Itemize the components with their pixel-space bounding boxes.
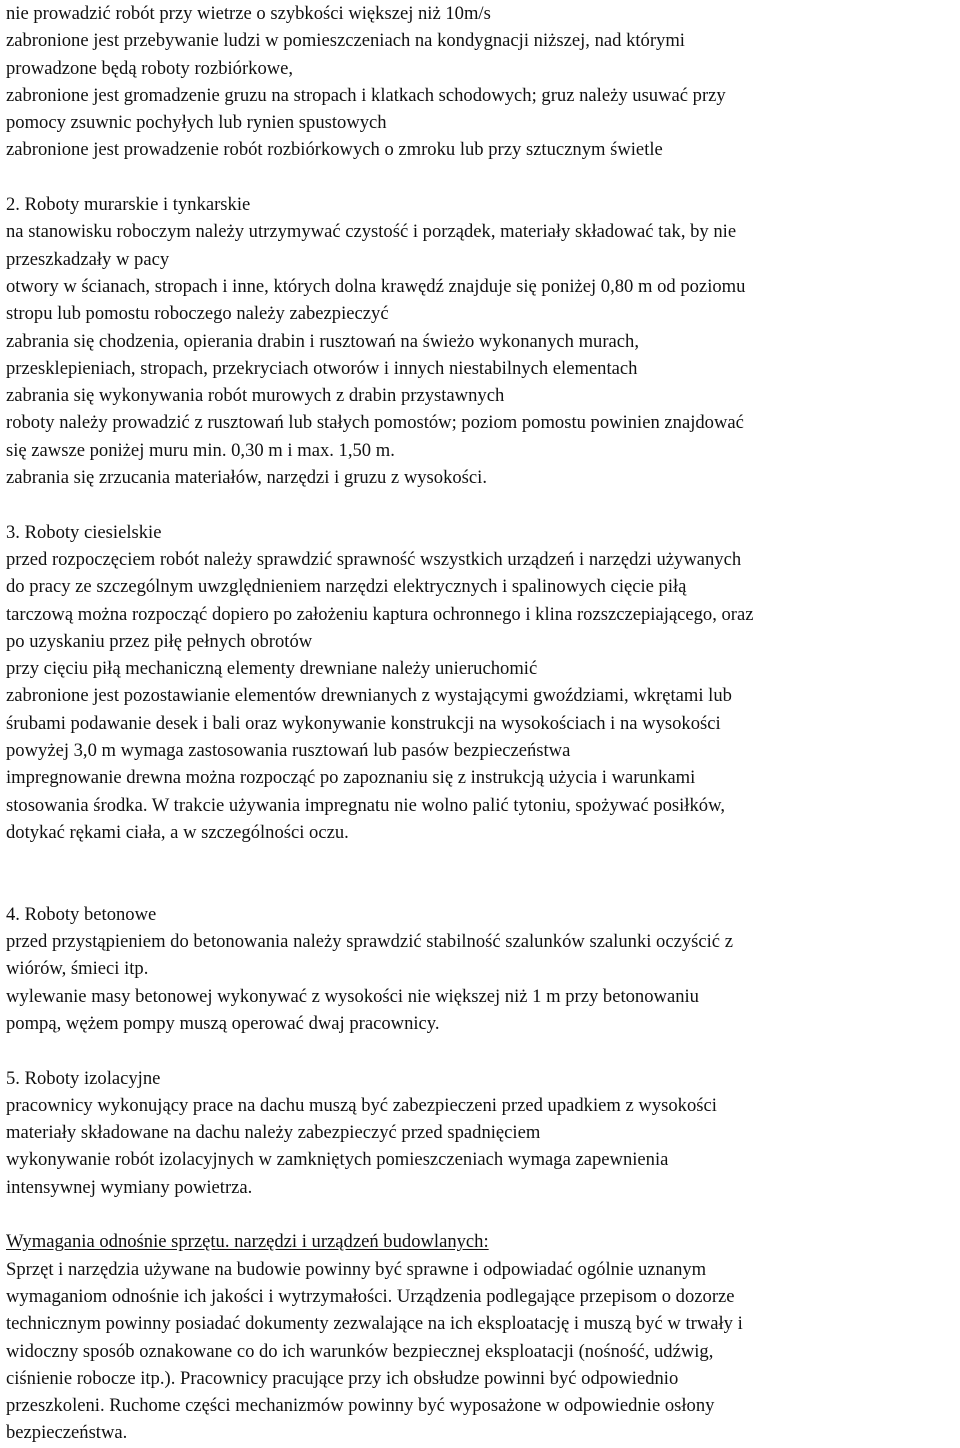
text-line: przed rozpoczęciem robót należy sprawdzić sprawność wszystkich urządzeń i narzędzi używanych: [6, 548, 742, 570]
paragraph-spacer: [6, 874, 958, 901]
section-ciesielskie: [6, 519, 958, 901]
text-line: przed przystąpieniem do betonowania należy sprawdzić stabilność szalunków szalunki oczyścić z: [6, 931, 733, 953]
section-betonowe: [6, 901, 958, 1065]
text-line: przy cięciu piłą mechaniczną elementy drewniane należy unieruchomić: [6, 658, 538, 680]
text-line: stropu lub pomostu roboczego należy zabezpieczyć: [6, 303, 389, 325]
text-line: śrubami podawanie desek i bali oraz wykonywanie konstrukcji na wysokościach i na wysokości: [6, 712, 721, 734]
text-line: zabronione jest pozostawianie elementów drewnianych z wystającymi gwoździami, wkrętami lub: [6, 685, 732, 707]
section-title: 3. Roboty ciesielskie: [6, 521, 162, 543]
text-line: dotykać rękami ciała, a w szczególności oczu.: [6, 821, 349, 843]
text-line: przeszkoleni. Ruchome części mechanizmów powinny być wyposażone w odpowiednie osłony: [6, 1395, 715, 1417]
text-line: bezpieczeństwa.: [6, 1422, 128, 1444]
paragraph-spacer: [6, 1201, 958, 1228]
paragraph-spacer: [6, 164, 958, 191]
text-line: stosowania środka. W trakcie używania impregnatu nie wolno palić tytoniu, spożywać posiłków,: [6, 794, 725, 816]
text-line: widoczny sposób oznakowane co do ich warunków bezpiecznej eksploatacji (nośność, udźwig,: [6, 1340, 714, 1362]
text-line: przeszkadzały w pacy: [6, 248, 170, 270]
section-intro: [6, 0, 958, 191]
document-page: [6, 0, 958, 1447]
text-line: zabronione jest przebywanie ludzi w pomieszczeniach na kondygnacji niższej, nad którymi: [6, 30, 685, 52]
text-line: wylewanie masy betonowej wykonywać z wysokości nie większej niż 1 m przy betonowaniu: [6, 985, 699, 1007]
text-line: technicznym powinny posiadać dokumenty zezwalające na ich eksploatację i muszą być w trwały i: [6, 1313, 743, 1335]
section-wymagania: [6, 1228, 958, 1446]
paragraph-spacer: [6, 1037, 958, 1064]
text-line: intensywnej wymiany powietrza.: [6, 1176, 253, 1198]
text-line: prowadzone będą roboty rozbiórkowe,: [6, 57, 294, 79]
text-line: roboty należy prowadzić z rusztowań lub stałych pomostów; poziom pomostu powinien znajdować: [6, 412, 744, 434]
text-line: materiały składowane na dachu należy zabezpieczyć przed spadnięciem: [6, 1122, 541, 1144]
text-line: wymaganiom odnośnie ich jakości i wytrzymałości. Urządzenia podlegające przepisom o dozorze: [6, 1285, 735, 1307]
text-line: zabrania się chodzenia, opierania drabin i rusztowań na świeżo wykonanych murach,: [6, 330, 639, 352]
text-line: pomocy zsuwnic pochyłych lub rynien spustowych: [6, 112, 387, 134]
text-line: zabronione jest gromadzenie gruzu na stropach i klatkach schodowych; gruz należy usuwać przy: [6, 84, 726, 106]
text-line: zabrania się zrzucania materiałów, narzędzi i gruzu z wysokości.: [6, 467, 487, 489]
text-line: nie prowadzić robót przy wietrze o szybkości większej niż 10m/s: [6, 3, 491, 24]
text-line: się zawsze poniżej muru min. 0,30 m i max. 1,50 m.: [6, 439, 395, 461]
section-heading: Wymagania odnośnie sprzętu. narzędzi i urządzeń budowlanych:: [6, 1231, 489, 1253]
paragraph-spacer: [6, 846, 958, 873]
text-line: pompą, wężem pompy muszą operować dwaj pracownicy.: [6, 1012, 440, 1034]
text-line: wykonywanie robót izolacyjnych w zamkniętych pomieszczeniach wymaga zapewnienia: [6, 1149, 669, 1171]
section-title: 5. Roboty izolacyjne: [6, 1067, 161, 1089]
text-line: Sprzęt i narzędzia używane na budowie powinny być sprawne i odpowiadać ogólnie uznanym: [6, 1258, 707, 1280]
section-title: 4. Roboty betonowe: [6, 903, 157, 925]
text-line: otwory w ścianach, stropach i inne, których dolna krawędź znajduje się poniżej 0,80 m od poziomu: [6, 275, 746, 297]
section-title: 2. Roboty murarskie i tynkarskie: [6, 194, 251, 216]
text-line: zabrania się wykonywania robót murowych z drabin przystawnych: [6, 385, 505, 407]
section-murarskie: [6, 191, 958, 519]
text-line: wiórów, śmieci itp.: [6, 958, 149, 980]
text-line: tarczową można rozpocząć dopiero po założeniu kaptura ochronnego i klina rozszczepiającego, oraz: [6, 603, 754, 625]
text-line: zabronione jest prowadzenie robót rozbiórkowych o zmroku lub przy sztucznym świetle: [6, 139, 663, 161]
paragraph-spacer: [6, 491, 958, 518]
text-line: pracownicy wykonujący prace na dachu muszą być zabezpieczeni przed upadkiem z wysokości: [6, 1094, 717, 1116]
section-izolacyjne: [6, 1065, 958, 1229]
text-line: na stanowisku roboczym należy utrzymywać czystość i porządek, materiały składować tak, by nie: [6, 221, 737, 243]
text-line: powyżej 3,0 m wymaga zastosowania rusztowań lub pasów bezpieczeństwa: [6, 740, 571, 762]
text-line: do pracy ze szczególnym uwzględnieniem narzędzi elektrycznych i spalinowych cięcie piłą: [6, 576, 687, 598]
text-line: impregnowanie drewna można rozpocząć po zapoznaniu się z instrukcją użycia i warunkami: [6, 767, 696, 789]
text-line: przesklepieniach, stropach, przekryciach otworów i innych niestabilnych elementach: [6, 357, 638, 379]
text-line: po uzyskaniu przez piłę pełnych obrotów: [6, 630, 313, 652]
text-line: ciśnienie robocze itp.). Pracownicy pracujące przy ich obsłudze powinni być odpowiednio: [6, 1367, 679, 1389]
